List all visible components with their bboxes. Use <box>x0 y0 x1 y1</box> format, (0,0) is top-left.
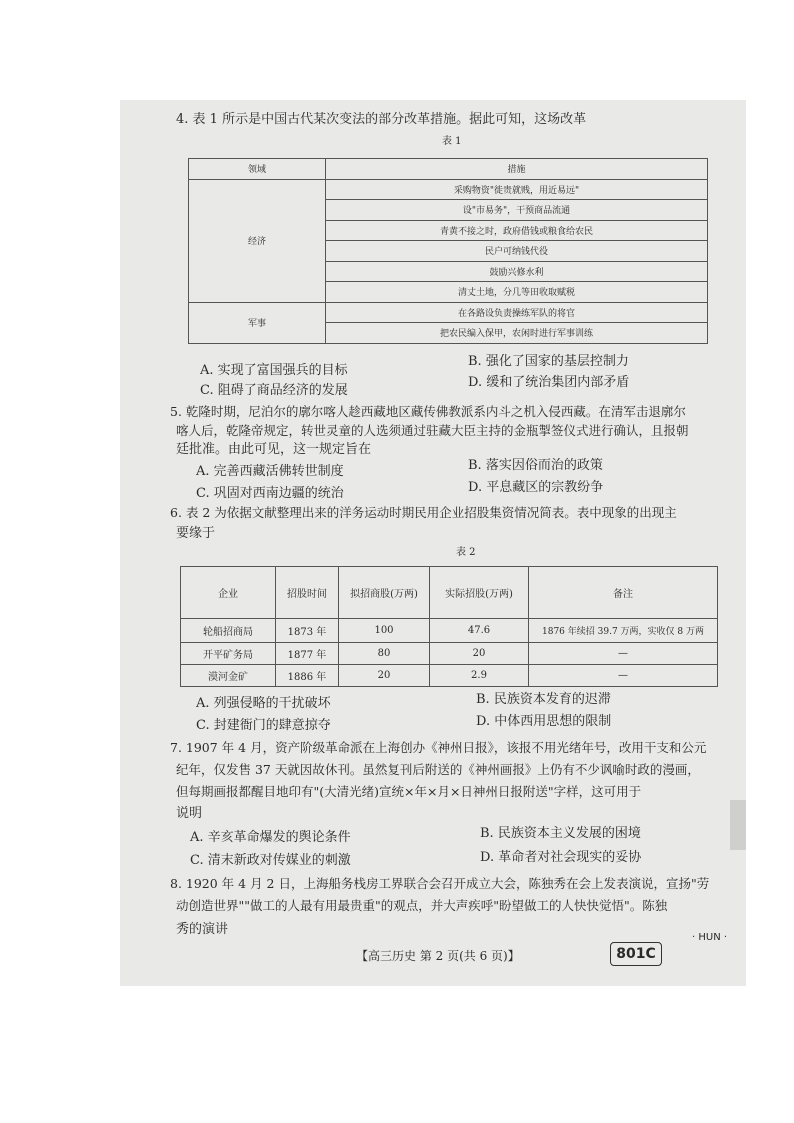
table2-cell: 1886 年 <box>276 665 339 687</box>
q8-line2: 动创造世界""做工的人最有用最贵重"的观点，并大声疾呼"盼望做工的人快快觉悟"。陈独 <box>176 898 668 913</box>
table2-cell: — <box>529 665 718 687</box>
table1-cell: 民户可纳钱代役 <box>326 241 708 262</box>
q4-option-a: A. 实现了富国强兵的目标 <box>200 363 348 378</box>
q4-option-d: D. 缓和了统治集团内部矛盾 <box>468 375 630 390</box>
table2-cell: 47.6 <box>430 619 529 643</box>
q7-option-c: C. 清末新政对传媒业的刺激 <box>190 853 351 868</box>
table1-header-field: 领域 <box>189 159 326 180</box>
table2-cell: 轮船招商局 <box>181 619 276 643</box>
exam-page <box>120 100 746 986</box>
table2-header: 实际招股(万两) <box>430 567 529 619</box>
table2-cell: 80 <box>339 643 430 665</box>
q4-stem: 4. 表 1 所示是中国古代某次变法的部分改革措施。据此可知，这场改革 <box>176 112 587 127</box>
q6-line2: 要缘于 <box>176 526 216 541</box>
q4-option-b: B. 强化了国家的基层控制力 <box>468 354 629 369</box>
table1-military-label: 军事 <box>189 302 326 343</box>
region-mark: · HUN · <box>692 932 728 943</box>
q6-option-d: D. 中体西用思想的限制 <box>476 714 612 729</box>
table1-cell: 清丈土地，分几等田收取赋税 <box>326 282 708 303</box>
q6-line1: 6. 表 2 为依据文献整理出来的洋务运动时期民用企业招股集资情况简表。表中现象的出现主 <box>170 505 677 520</box>
table2-header: 企业 <box>181 567 276 619</box>
q6-option-b: B. 民族资本发育的迟滞 <box>476 692 611 707</box>
q7-option-d: D. 革命者对社会现实的妥协 <box>480 850 642 865</box>
q5-option-c: C. 巩固对西南边疆的统治 <box>196 486 344 501</box>
q6-option-c: C. 封建衙门的肆意掠夺 <box>196 718 331 733</box>
table2-cell: — <box>529 643 718 665</box>
table1-cell: 设"市易务"，干预商品流通 <box>326 200 708 221</box>
table2-cell: 1873 年 <box>276 619 339 643</box>
table2-cell: 开平矿务局 <box>181 643 276 665</box>
table2-cell: 20 <box>430 643 529 665</box>
q5-option-b: B. 落实因俗而治的政策 <box>468 458 603 473</box>
q7-option-b: B. 民族资本主义发展的困境 <box>480 826 641 841</box>
table2-header: 招股时间 <box>276 567 339 619</box>
q7-line3: 但每期画报都醒目地印有"(大清光绪)宣统×年×月×日神州日报附送"字样，这可用于 <box>176 784 642 799</box>
scan-shadow <box>730 800 746 850</box>
table1-cell: 在各路设负责操练军队的将官 <box>326 302 708 323</box>
q5-option-d: D. 平息藏区的宗教纷争 <box>468 480 604 495</box>
table2-cell: 100 <box>339 619 430 643</box>
table2-cell: 漠河金矿 <box>181 665 276 687</box>
table1-title: 表 1 <box>442 136 462 147</box>
q6-option-a: A. 列强侵略的干扰破坏 <box>196 696 331 711</box>
table1-header-measures: 措施 <box>326 159 708 180</box>
q4-option-c: C. 阻碍了商品经济的发展 <box>200 383 348 398</box>
q7-option-a: A. 辛亥革命爆发的舆论条件 <box>190 830 351 845</box>
paper-code-box: 801C <box>610 942 662 966</box>
q7-line1: 7. 1907 年 4 月，资产阶级革命派在上海创办《神州日报》，该报不用光绪年号，改用干支和公元 <box>170 740 707 755</box>
table2-header: 拟招商股(万两) <box>339 567 430 619</box>
table2-cell: 1877 年 <box>276 643 339 665</box>
table2-cell: 20 <box>339 665 430 687</box>
table2-header: 备注 <box>529 567 718 619</box>
table2-cell: 2.9 <box>430 665 529 687</box>
table1-cell: 鼓励兴修水利 <box>326 261 708 282</box>
q7-line2: 纪年，仅发售 37 天就因故休刊。虽然复刊后附送的《神州画报》上仍有不少讽喻时政的漫画， <box>176 762 700 777</box>
table1-cell: 把农民编入保甲，农闲时进行军事训练 <box>326 323 708 344</box>
table2 <box>180 566 718 687</box>
table1-cell: 采购物资"徙贵就贱，用近易远" <box>326 179 708 200</box>
table1-economy-label: 经济 <box>189 179 326 302</box>
q5-line3: 廷批准。由此可见，这一规定旨在 <box>176 442 372 457</box>
table1-cell: 青黄不接之时，政府借钱或粮食给农民 <box>326 220 708 241</box>
q7-line4: 说明 <box>176 806 203 821</box>
footer-page-info: 【高三历史 第 2 页(共 6 页)】 <box>356 949 520 963</box>
q5-line1: 5. 乾隆时期，尼泊尔的廓尔喀人趁西藏地区藏传佛教派系内斗之机入侵西藏。在清军击退廓尔 <box>170 404 686 419</box>
table1 <box>188 158 708 344</box>
q8-line1: 8. 1920 年 4 月 2 日，上海船务栈房工界联合会召开成立大会，陈独秀在会上发表演说，宣扬"劳 <box>170 876 710 891</box>
table2-cell: 1876 年续招 39.7 万两，实收仅 8 万两 <box>529 619 718 643</box>
q5-option-a: A. 完善西藏活佛转世制度 <box>196 464 344 479</box>
q8-line3: 秀的演讲 <box>176 922 229 937</box>
q5-line2: 喀人后，乾隆帝规定，转世灵童的人选须通过驻藏大臣主持的金瓶掣签仪式进行确认，且报朝 <box>176 423 689 438</box>
table2-title: 表 2 <box>456 547 476 558</box>
